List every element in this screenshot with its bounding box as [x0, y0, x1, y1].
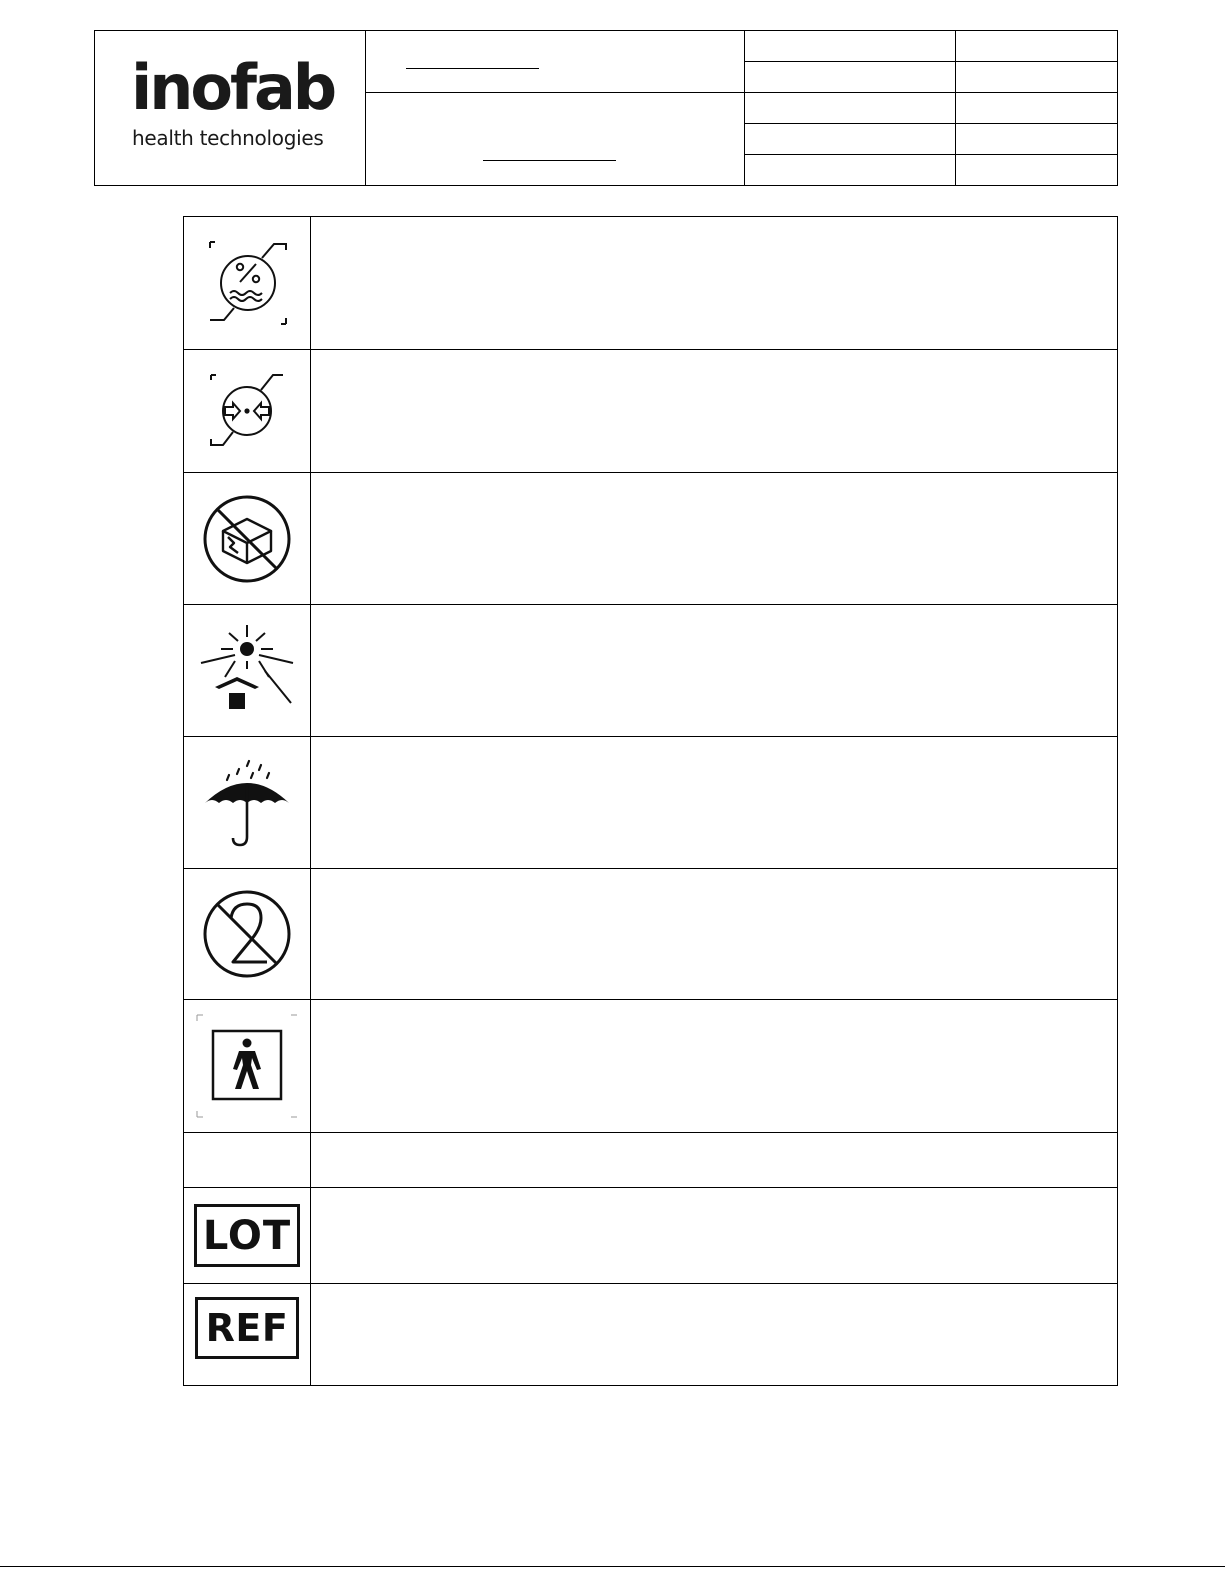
description-cell	[311, 1000, 1117, 1132]
icon-cell	[184, 1133, 311, 1187]
control-row	[745, 124, 1118, 155]
icon-cell	[184, 1000, 311, 1132]
do-not-use-if-package-damaged-icon	[201, 493, 293, 585]
description-cell	[311, 737, 1117, 868]
title-underline	[406, 68, 539, 69]
description-cell	[311, 473, 1117, 604]
control-label-cell	[745, 93, 956, 123]
table-row	[184, 869, 1117, 1000]
icon-cell	[184, 737, 311, 868]
description-cell	[311, 217, 1117, 349]
control-row	[745, 31, 1118, 62]
control-value-cell	[956, 155, 1118, 186]
control-value-cell	[956, 124, 1118, 154]
control-row	[745, 62, 1118, 93]
description-cell	[311, 350, 1117, 472]
document-subtitle-cell	[366, 93, 745, 186]
control-value-cell	[956, 62, 1118, 92]
icon-cell	[184, 1188, 311, 1283]
icon-cell	[184, 473, 311, 604]
control-label-cell	[745, 124, 956, 154]
icon-cell	[184, 605, 311, 736]
control-value-cell	[956, 93, 1118, 123]
keep-away-from-sunlight-icon	[195, 619, 299, 723]
batch-code-icon: LOT	[194, 1204, 300, 1267]
document-control-grid	[745, 31, 1118, 185]
type-bf-applied-part-icon	[195, 1013, 299, 1119]
table-row	[184, 217, 1117, 350]
control-row	[745, 93, 1118, 124]
icon-cell	[184, 1284, 311, 1385]
catalogue-number-icon: REF	[195, 1297, 300, 1359]
table-row	[184, 737, 1117, 869]
icon-cell	[184, 869, 311, 999]
keep-dry-icon	[199, 753, 295, 853]
document-header	[94, 30, 1118, 186]
table-row	[184, 605, 1117, 737]
table-row	[184, 473, 1117, 605]
icon-cell	[184, 217, 311, 349]
table-row	[184, 1284, 1117, 1385]
control-value-cell	[956, 31, 1118, 61]
description-cell	[311, 1133, 1117, 1187]
humidity-limit-icon	[202, 238, 292, 328]
description-cell	[311, 1188, 1117, 1283]
do-not-reuse-icon	[201, 888, 293, 980]
description-cell	[311, 1284, 1117, 1385]
description-cell	[311, 869, 1117, 999]
document-title-cell	[366, 31, 745, 93]
table-row	[184, 1000, 1117, 1133]
table-row	[184, 1188, 1117, 1284]
description-cell	[311, 605, 1117, 736]
symbols-table	[183, 216, 1118, 1386]
footer-divider	[0, 1566, 1225, 1567]
logo-cell	[95, 31, 366, 185]
control-label-cell	[745, 31, 956, 61]
atmospheric-pressure-limit-icon	[205, 369, 289, 453]
company-logo: inofab	[131, 51, 335, 124]
control-label-cell	[745, 155, 956, 186]
table-row	[184, 350, 1117, 473]
control-row	[745, 155, 1118, 186]
company-tagline: health technologies	[132, 126, 324, 150]
icon-cell	[184, 350, 311, 472]
table-row	[184, 1133, 1117, 1188]
subtitle-underline	[483, 160, 616, 161]
control-label-cell	[745, 62, 956, 92]
